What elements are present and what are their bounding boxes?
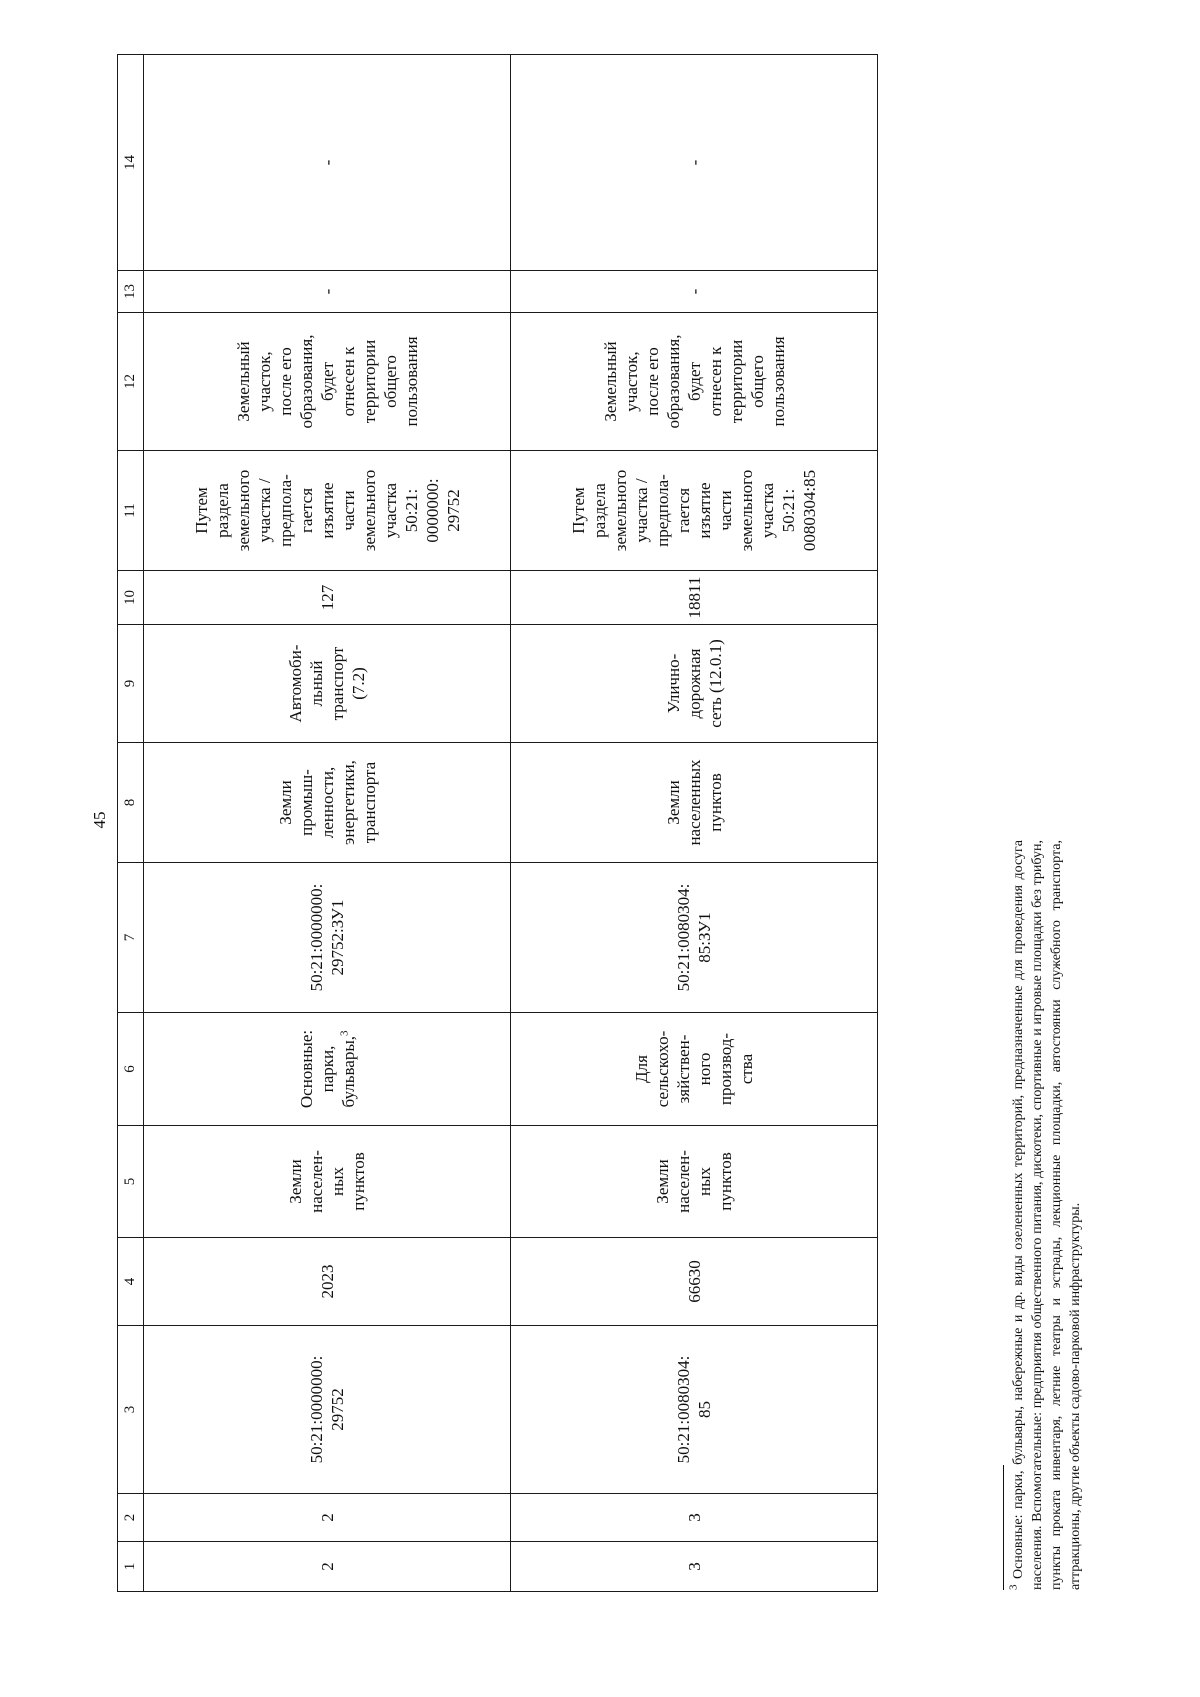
row3-c7-new-plot-number: 50:21:0080304: 85:ЗУ1 — [511, 863, 878, 1013]
col-num-9: 9 — [118, 625, 144, 743]
row2-c10-new-area: 127 — [144, 571, 511, 625]
footnote-ref: 3 — [337, 1030, 350, 1036]
col-num-2: 2 — [118, 1494, 144, 1542]
land-plots-table — [117, 54, 878, 1592]
row2-c12-note: Земельный участок, после его образования, будет отнесен к территории общего пользования — [144, 313, 511, 451]
row2-c1-number: 2 — [144, 1542, 511, 1592]
col-num-8: 8 — [118, 743, 144, 863]
col-num-4: 4 — [118, 1238, 144, 1326]
row2-c5-land-category: Земли населен- ных пунктов — [144, 1126, 511, 1238]
row2-c4-area: 2023 — [144, 1238, 511, 1326]
row3-c11-formation-method: Путем раздела земельного участка / предпола- гается изъятие части земельного участка 50:21: 0080304:85 — [511, 451, 878, 571]
row2-c13: - — [144, 271, 511, 313]
col-num-13: 13 — [118, 271, 144, 313]
row3-c6-permitted-use: Для сельскохо- зяйствен- ного производ- ства — [511, 1013, 878, 1126]
footnote-body: Основные: парки, бульвары, набережные и др. виды озелененных территорий, предназначенные для проведения досуга населения. Вспомогательные: предприятия общественного питания, дискотеки, спортивные и игровые площадки без трибун, пункты проката инвентаря, летние театры и эстрады, лекционные площадки, автостоянки служебного транспорта, аттракционы, другие объекты садово-парковой инфраструктуры. — [1011, 840, 1083, 1590]
footnote-text — [1009, 840, 1085, 1590]
table-row — [511, 55, 878, 1592]
col-num-3: 3 — [118, 1326, 144, 1494]
row3-c4-area: 66630 — [511, 1238, 878, 1326]
row2-c9-new-permitted-use: Автомоби- льный транспорт (7.2) — [144, 625, 511, 743]
row2-c6-permitted-use — [144, 1013, 511, 1126]
col-num-11: 11 — [118, 451, 144, 571]
col-num-5: 5 — [118, 1126, 144, 1238]
table-row — [144, 55, 511, 1592]
row3-c8-new-land-category: Земли населенных пунктов — [511, 743, 878, 863]
col-num-1: 1 — [118, 1542, 144, 1592]
footnote-separator — [1003, 1465, 1004, 1590]
col-num-6: 6 — [118, 1013, 144, 1126]
row3-c2-number: 3 — [511, 1494, 878, 1542]
row3-c14: - — [511, 55, 878, 271]
footnote-block — [1003, 840, 1113, 1590]
row3-c12-note: Земельный участок, после его образования, будет отнесен к территории общего пользования — [511, 313, 878, 451]
row3-c10-new-area: 18811 — [511, 571, 878, 625]
col-num-7: 7 — [118, 863, 144, 1013]
col-num-10: 10 — [118, 571, 144, 625]
row2-c7-new-plot-number: 50:21:0000000: 29752:ЗУ1 — [144, 863, 511, 1013]
row2-c6-text: Основные: парки, бульвары, — [296, 1029, 358, 1109]
row2-c8-new-land-category: Земли промыш- ленности, энергетики, транспорта — [144, 743, 511, 863]
row2-c2-number: 2 — [144, 1494, 511, 1542]
row3-c13: - — [511, 271, 878, 313]
row3-c5-land-category: Земли населен- ных пунктов — [511, 1126, 878, 1238]
page-number: 45 — [90, 811, 109, 829]
row2-c11-formation-method: Путем раздела земельного участка / предпола- гается изъятие части земельного участка 50:21: 0000000: 29752 — [144, 451, 511, 571]
rotated-table-container — [117, 55, 872, 1592]
row2-c14: - — [144, 55, 511, 271]
row3-c3-cadastral-number: 50:21:0080304: 85 — [511, 1326, 878, 1494]
row2-c3-cadastral-number: 50:21:0000000: 29752 — [144, 1326, 511, 1494]
col-num-14: 14 — [118, 55, 144, 271]
col-num-12: 12 — [118, 313, 144, 451]
footnote-marker: 3 — [1007, 1584, 1020, 1590]
row3-c9-new-permitted-use: Улично- дорожная сеть (12.0.1) — [511, 625, 878, 743]
row3-c1-number: 3 — [511, 1542, 878, 1592]
column-number-row — [118, 55, 144, 1592]
